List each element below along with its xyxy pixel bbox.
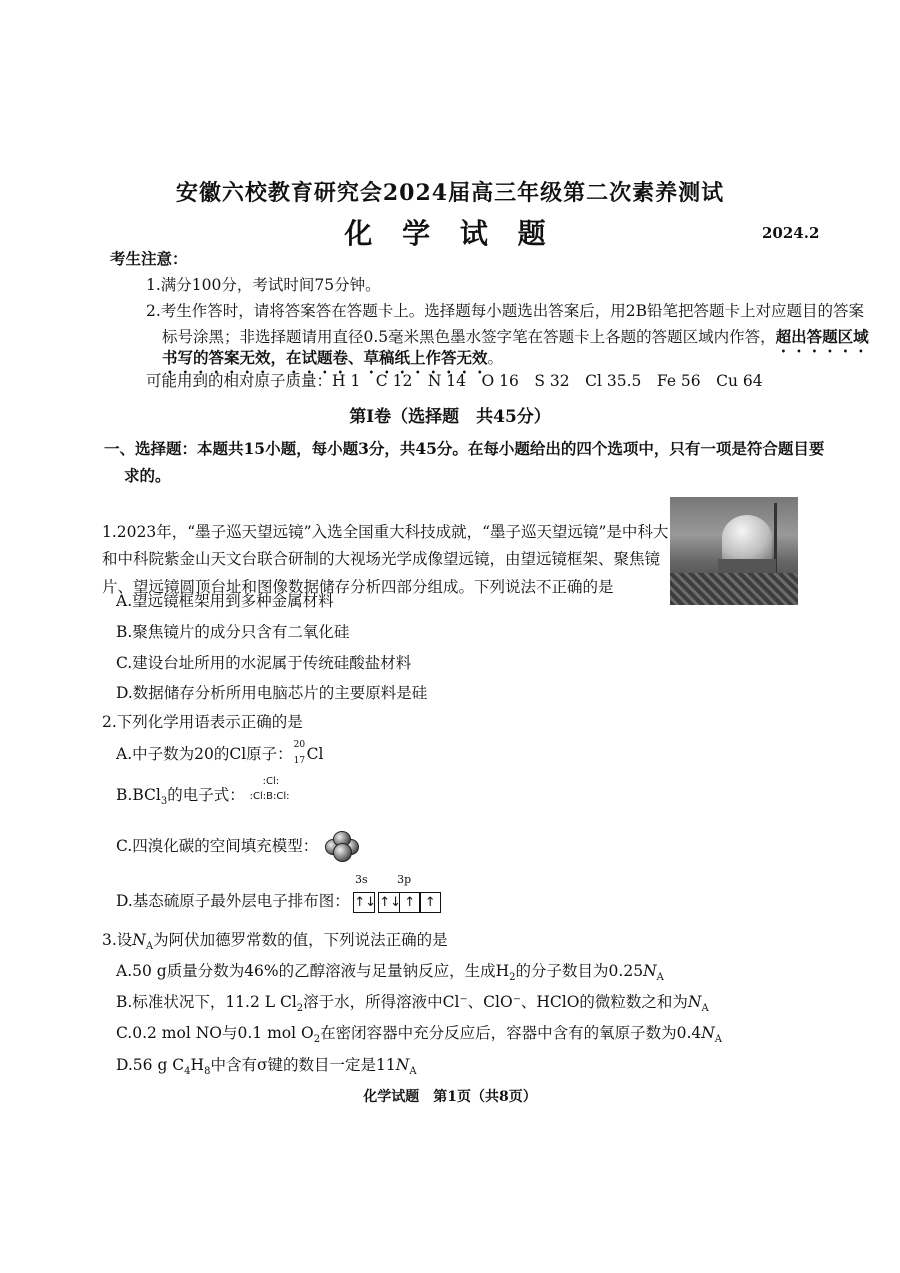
q1-option-a: A.望远镜框架用到多种金属材料 bbox=[116, 592, 334, 610]
avogadro-symbol: N bbox=[687, 993, 702, 1011]
lewis-structure bbox=[249, 776, 298, 812]
q1-option-d: D.数据储存分析所用电脑芯片的主要原料是硅 bbox=[116, 684, 428, 702]
q3-b-text: 溶于水，所得溶液中Cl⁻、ClO⁻、HClO的微粒数之和为 bbox=[303, 993, 688, 1011]
notice-text: 。 bbox=[487, 349, 504, 367]
orbital-labels bbox=[355, 873, 411, 886]
cbr4-space-filling-model bbox=[323, 831, 359, 861]
subscript: 3 bbox=[160, 796, 168, 808]
notice-text: 标号涂黑；非选择题请用直径0.5毫米黑色墨水签字笔在答题卡上各题的答题区域内作答， bbox=[162, 328, 776, 346]
orbital-box-3s: ↑↓ bbox=[353, 892, 375, 913]
q3-option-b bbox=[116, 990, 709, 1014]
q2-b-text-rest: 的电子式： bbox=[167, 786, 245, 804]
mass-number: 20 bbox=[293, 740, 306, 750]
subscript: A bbox=[714, 1034, 723, 1046]
orbital-label-3s: 3s bbox=[355, 873, 368, 886]
q2-b-text: B.BCl bbox=[116, 786, 161, 804]
q3-d-text: D.56 g C bbox=[116, 1056, 185, 1074]
avogadro-symbol: N bbox=[132, 931, 146, 949]
notice-item-1: 1.满分100分，考试时间75分钟。 bbox=[146, 276, 381, 294]
q1-stem-line3: 片、望远镜圆顶台址和图像数据储存分析四部分组成。下列说法不正确的是 bbox=[102, 578, 614, 596]
q1-stem-line2: 和中科院紫金山天文台联合研制的大视场光学成像望远镜，由望远镜框架、聚焦镜 bbox=[102, 550, 661, 568]
orbital-box-3p-2: ↑ bbox=[399, 892, 421, 913]
q3-option-d bbox=[116, 1053, 417, 1077]
subscript: A bbox=[409, 1066, 417, 1078]
q3-a-text: 的分子数目为0.25 bbox=[515, 962, 644, 980]
q1-option-b: B.聚焦镜片的成分只含有二氧化硅 bbox=[116, 623, 350, 641]
lewis-middle: :Cl:B:Cl: bbox=[249, 791, 290, 802]
q3-text: 为阿伏加德罗常数的值，下列说法正确的是 bbox=[153, 931, 448, 949]
subscript: 4 bbox=[184, 1066, 191, 1078]
q2-c-text: C.四溴化碳的空间填充模型： bbox=[116, 837, 319, 855]
q3-stem bbox=[102, 928, 448, 952]
q3-a-text: A.50 g质量分数为46%的乙醇溶液与足量钠反应，生成H bbox=[116, 962, 510, 980]
page-footer: 化学试题 第1页（共8页） bbox=[363, 1089, 537, 1105]
orbital-box-3p-3: ↑ bbox=[419, 892, 441, 913]
q3-option-a bbox=[116, 959, 664, 983]
avogadro-symbol: N bbox=[701, 1024, 715, 1042]
q3-b-text: B.标准状况下，11.2 L Cl bbox=[116, 993, 297, 1011]
q1-stem-line1: 1.2023年，“墨子巡天望远镜”入选全国重大科技成就，“墨子巡天望远镜”是中科大 bbox=[102, 523, 669, 541]
section-instructions-line2: 求的。 bbox=[124, 466, 171, 485]
notice-emphasis: 书写的答案无效，在试题卷、草稿纸上作答无效 bbox=[162, 348, 488, 367]
subscript: A bbox=[656, 972, 664, 984]
chlorine-isotope bbox=[293, 740, 307, 766]
q2-d-text: D.基态硫原子最外层电子排布图： bbox=[116, 892, 350, 910]
subscript: 2 bbox=[313, 1034, 321, 1046]
q3-c-text: 在密闭容器中充分反应后，容器中含有的氧原子数为0.4 bbox=[320, 1024, 702, 1042]
photo-dome bbox=[722, 515, 772, 561]
q3-text: 3.设 bbox=[102, 931, 133, 949]
orbital-box-3p-1: ↑↓ bbox=[378, 892, 400, 913]
q3-d-text: 中含有σ键的数目一定是11 bbox=[210, 1056, 396, 1074]
avogadro-symbol: N bbox=[643, 962, 657, 980]
subscript: 8 bbox=[204, 1066, 211, 1078]
q2-a-text: A.中子数为20的Cl原子： bbox=[116, 745, 293, 763]
notice-item-2-line1: 2.考生作答时，请将答案答在答题卡上。选择题每小题选出答案后，用2B铅笔把答题卡上对应题目的答案 bbox=[146, 302, 865, 320]
subject-title: 化 学 试 题 bbox=[344, 217, 556, 250]
subscript: 2 bbox=[509, 972, 516, 984]
lewis-top: :Cl: bbox=[262, 776, 280, 787]
subscript: A bbox=[701, 1003, 709, 1015]
orbital-diagram bbox=[355, 892, 442, 913]
q2-option-a bbox=[116, 742, 324, 764]
orbital-label-3p: 3p bbox=[397, 873, 412, 886]
q2-option-d bbox=[116, 889, 441, 913]
exam-title: 安徽六校教育研究会2024届高三年级第二次素养测试 bbox=[175, 180, 725, 206]
notice-emphasis: 超出答题区域 bbox=[775, 327, 869, 346]
q1-option-c: C.建设台址所用的水泥属于传统硅酸盐材料 bbox=[116, 654, 412, 672]
q2-option-c bbox=[116, 831, 359, 861]
atomic-masses: 可能用到的相对原子质量：H 1 C 12 N 14 O 16 S 32 Cl 35.5 Fe 56 Cu 64 bbox=[146, 372, 763, 390]
subscript: A bbox=[145, 941, 154, 953]
photo-ground bbox=[670, 573, 798, 605]
subscript: 2 bbox=[296, 1003, 304, 1015]
exam-date: 2024.2 bbox=[762, 224, 820, 242]
q3-option-c bbox=[116, 1021, 722, 1045]
notice-heading: 考生注意： bbox=[110, 249, 188, 268]
section-title: 第Ⅰ卷（选择题 共45分） bbox=[349, 407, 551, 427]
q2-option-b bbox=[116, 776, 298, 812]
q3-c-text: C.0.2 mol NO与0.1 mol O bbox=[116, 1024, 314, 1042]
telescope-photo bbox=[670, 497, 798, 605]
element-symbol: Cl bbox=[306, 745, 324, 763]
avogadro-symbol: N bbox=[395, 1056, 410, 1074]
q2-stem: 2.下列化学用语表示正确的是 bbox=[102, 713, 303, 731]
atomic-number: 17 bbox=[293, 756, 306, 766]
photo-dome-base bbox=[718, 559, 776, 573]
section-instructions-line1: 一、选择题：本题共15小题，每小题3分，共45分。在每小题给出的四个选项中，只有一项是符合题目要 bbox=[104, 439, 825, 458]
q3-d-text: H bbox=[190, 1056, 205, 1074]
